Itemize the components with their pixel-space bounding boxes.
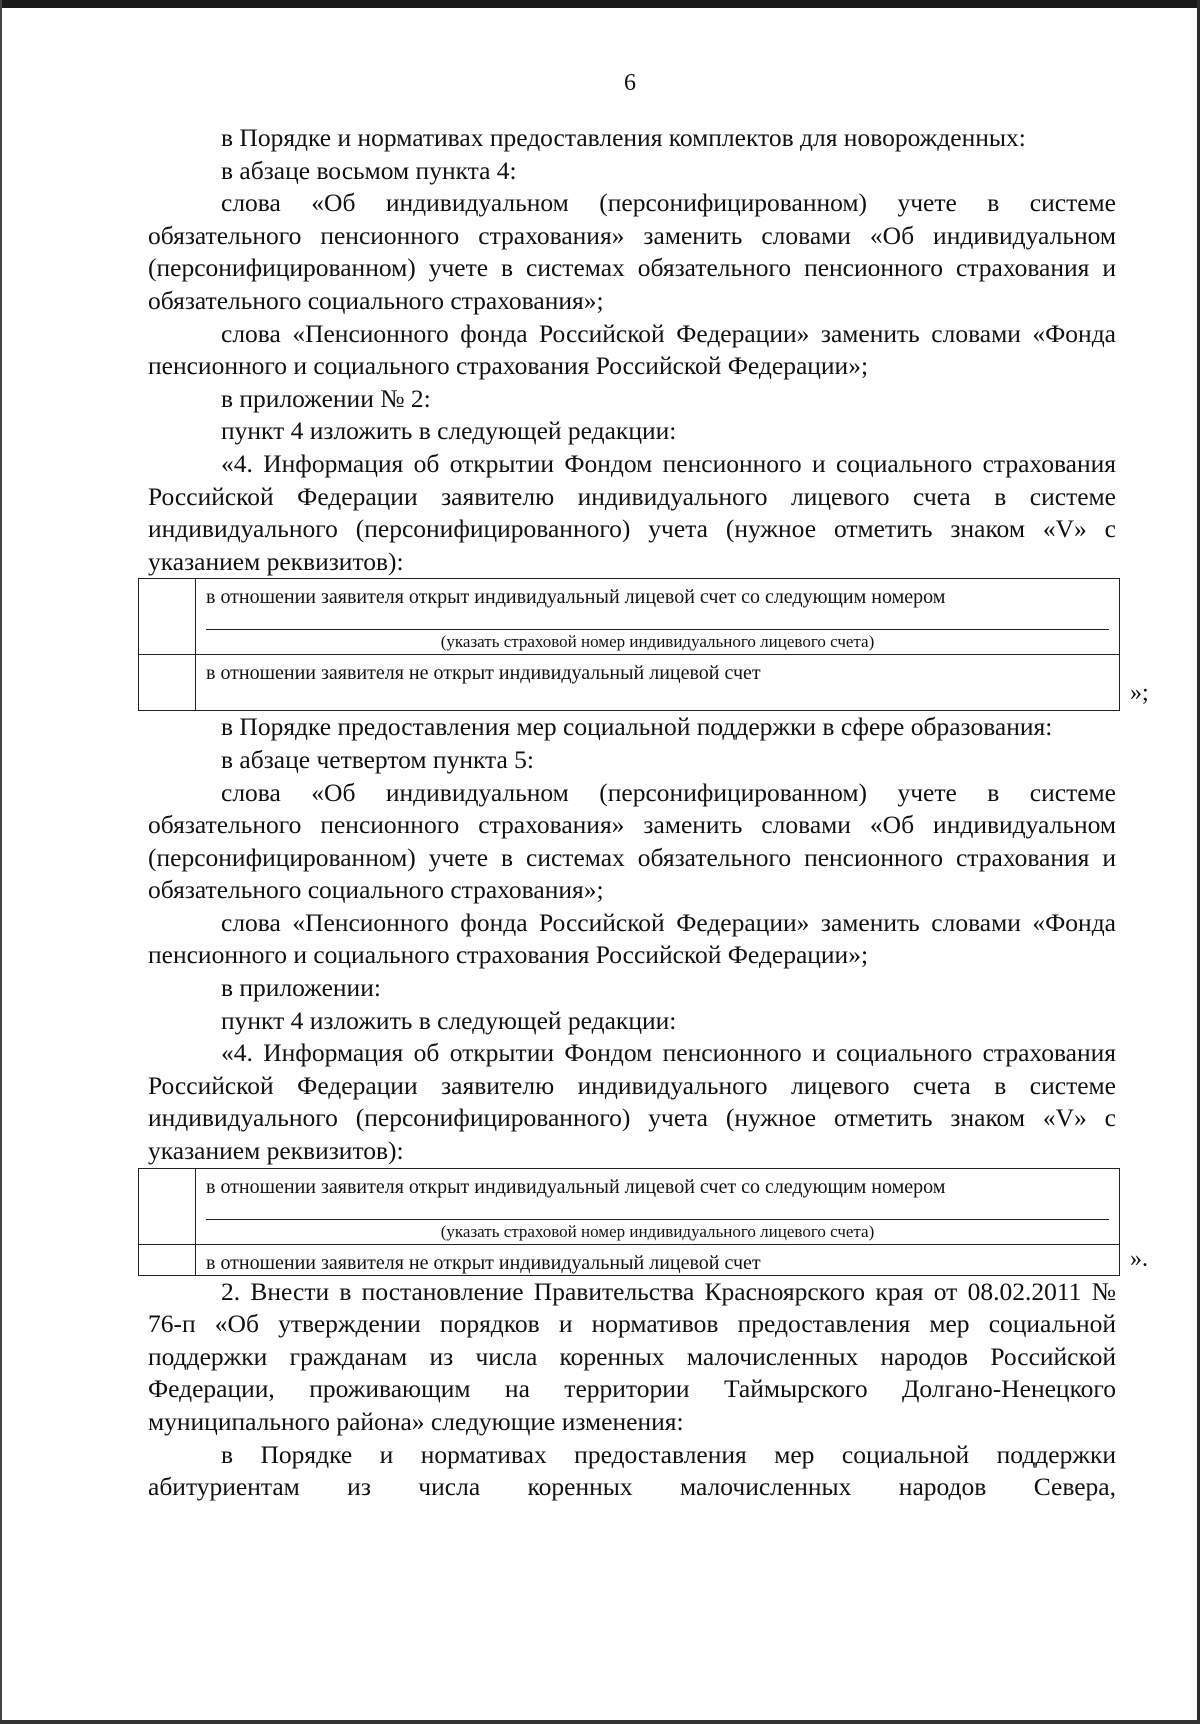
account-info-table bbox=[148, 1168, 1148, 1276]
option-opened-label: в отношении заявителя открыт индивидуальный лицевой счет со следующим номером bbox=[206, 1175, 946, 1198]
account-info-table bbox=[148, 578, 1149, 711]
paragraph: слова «Пенсионного фонда Российской Федерации» заменить словами «Фонда пенсионного и социального страхования Российской Федерации»; bbox=[148, 318, 1116, 381]
document-body bbox=[148, 122, 1149, 1504]
option-opened-label: в отношении заявителя открыт индивидуальный лицевой счет со следующим номером bbox=[206, 586, 946, 609]
paragraph: пункт 4 изложить в следующей редакции: bbox=[221, 1005, 677, 1035]
checkbox-cell-opened[interactable] bbox=[139, 579, 196, 655]
paragraph: в Порядке и нормативах предоставления мер социальной поддержки абитуриентам из числа коренных малочисленных народов Севера, bbox=[148, 1439, 1116, 1502]
paragraph: в Порядке и нормативах предоставления комплектов для новорожденных: bbox=[221, 123, 1026, 152]
paragraph: 2. Внести в постановление Правительства Красноярского края от 08.02.2011 № 76-п «Об утверждении порядков и нормативов предоставления мер социальной поддержки гражданам из числа коренных малочисленных народов Российской Федерации, проживающим на территории Таймырского Долгано-Ненецкого муниципального района» следующие изменения: bbox=[148, 1276, 1116, 1436]
quote-closer: »; bbox=[1130, 679, 1149, 706]
paragraph: «4. Информация об открытии Фондом пенсионного и социального страхования Российской Федерации заявителю индивидуального лицевого счета в системе индивидуального (персонифицированного) учета (нужное отметить знаком «V» с указанием реквизитов): bbox=[148, 448, 1116, 576]
account-number-line bbox=[206, 615, 1109, 630]
paragraph: слова «Пенсионного фонда Российской Федерации» заменить словами «Фонда пенсионного и социального страхования Российской Федерации»; bbox=[148, 907, 1116, 970]
paragraph: слова «Об индивидуальном (персонифицированном) учете в системе обязательного пенсионного страхования» заменить словами «Об индивидуальном (персонифицированном) учете в системах обязательного пенсионного страхования и обязательного социального страхования»; bbox=[148, 777, 1116, 905]
option-opened bbox=[196, 1168, 1120, 1244]
paragraph: в приложении: bbox=[221, 973, 381, 1003]
paragraph: «4. Информация об открытии Фондом пенсионного и социального страхования Российской Федерации заявителю индивидуального лицевого счета в системе индивидуального (персонифицированного) учета (нужное отметить знаком «V» с указанием реквизитов): bbox=[148, 1038, 1116, 1166]
account-number-caption: (указать страховой номер индивидуального лицевого счета) bbox=[440, 1221, 875, 1241]
paragraph: слова «Об индивидуальном (персонифицированном) учете в системе обязательного пенсионного страхования» заменить словами «Об индивидуальном (персонифицированном) учете в системах обязательного пенсионного страхования и обязательного социального страхования»; bbox=[148, 188, 1116, 315]
option-not-opened-label: в отношении заявителя не открыт индивидуальный лицевой счет bbox=[206, 1251, 761, 1274]
paragraph: в приложении № 2: bbox=[221, 383, 431, 413]
checkbox-cell-opened[interactable] bbox=[139, 1168, 196, 1244]
option-not-opened bbox=[196, 655, 1120, 711]
paragraph: в абзаце четвертом пункта 5: bbox=[221, 744, 535, 774]
paragraph: пункт 4 изложить в следующей редакции: bbox=[221, 416, 677, 446]
account-number-caption: (указать страховой номер индивидуального лицевого счета) bbox=[440, 632, 875, 652]
paragraph: в абзаце восьмом пункта 4: bbox=[221, 155, 517, 185]
option-not-opened bbox=[196, 1244, 1120, 1275]
option-opened bbox=[196, 579, 1120, 655]
checkbox-cell-not-opened[interactable] bbox=[139, 655, 196, 711]
account-number-line bbox=[206, 1205, 1109, 1220]
scan-edge-top bbox=[0, 0, 1200, 8]
quote-closer: ». bbox=[1130, 1246, 1148, 1273]
paragraph: в Порядке предоставления мер социальной поддержки в сфере образования: bbox=[221, 712, 1053, 742]
scan-edge-bottom bbox=[0, 1720, 1200, 1724]
option-not-opened-label: в отношении заявителя не открыт индивидуальный лицевой счет bbox=[206, 662, 761, 685]
page-number: 6 bbox=[624, 70, 636, 96]
scan-edge-left bbox=[0, 0, 2, 1724]
checkbox-cell-not-opened[interactable] bbox=[139, 1244, 196, 1275]
